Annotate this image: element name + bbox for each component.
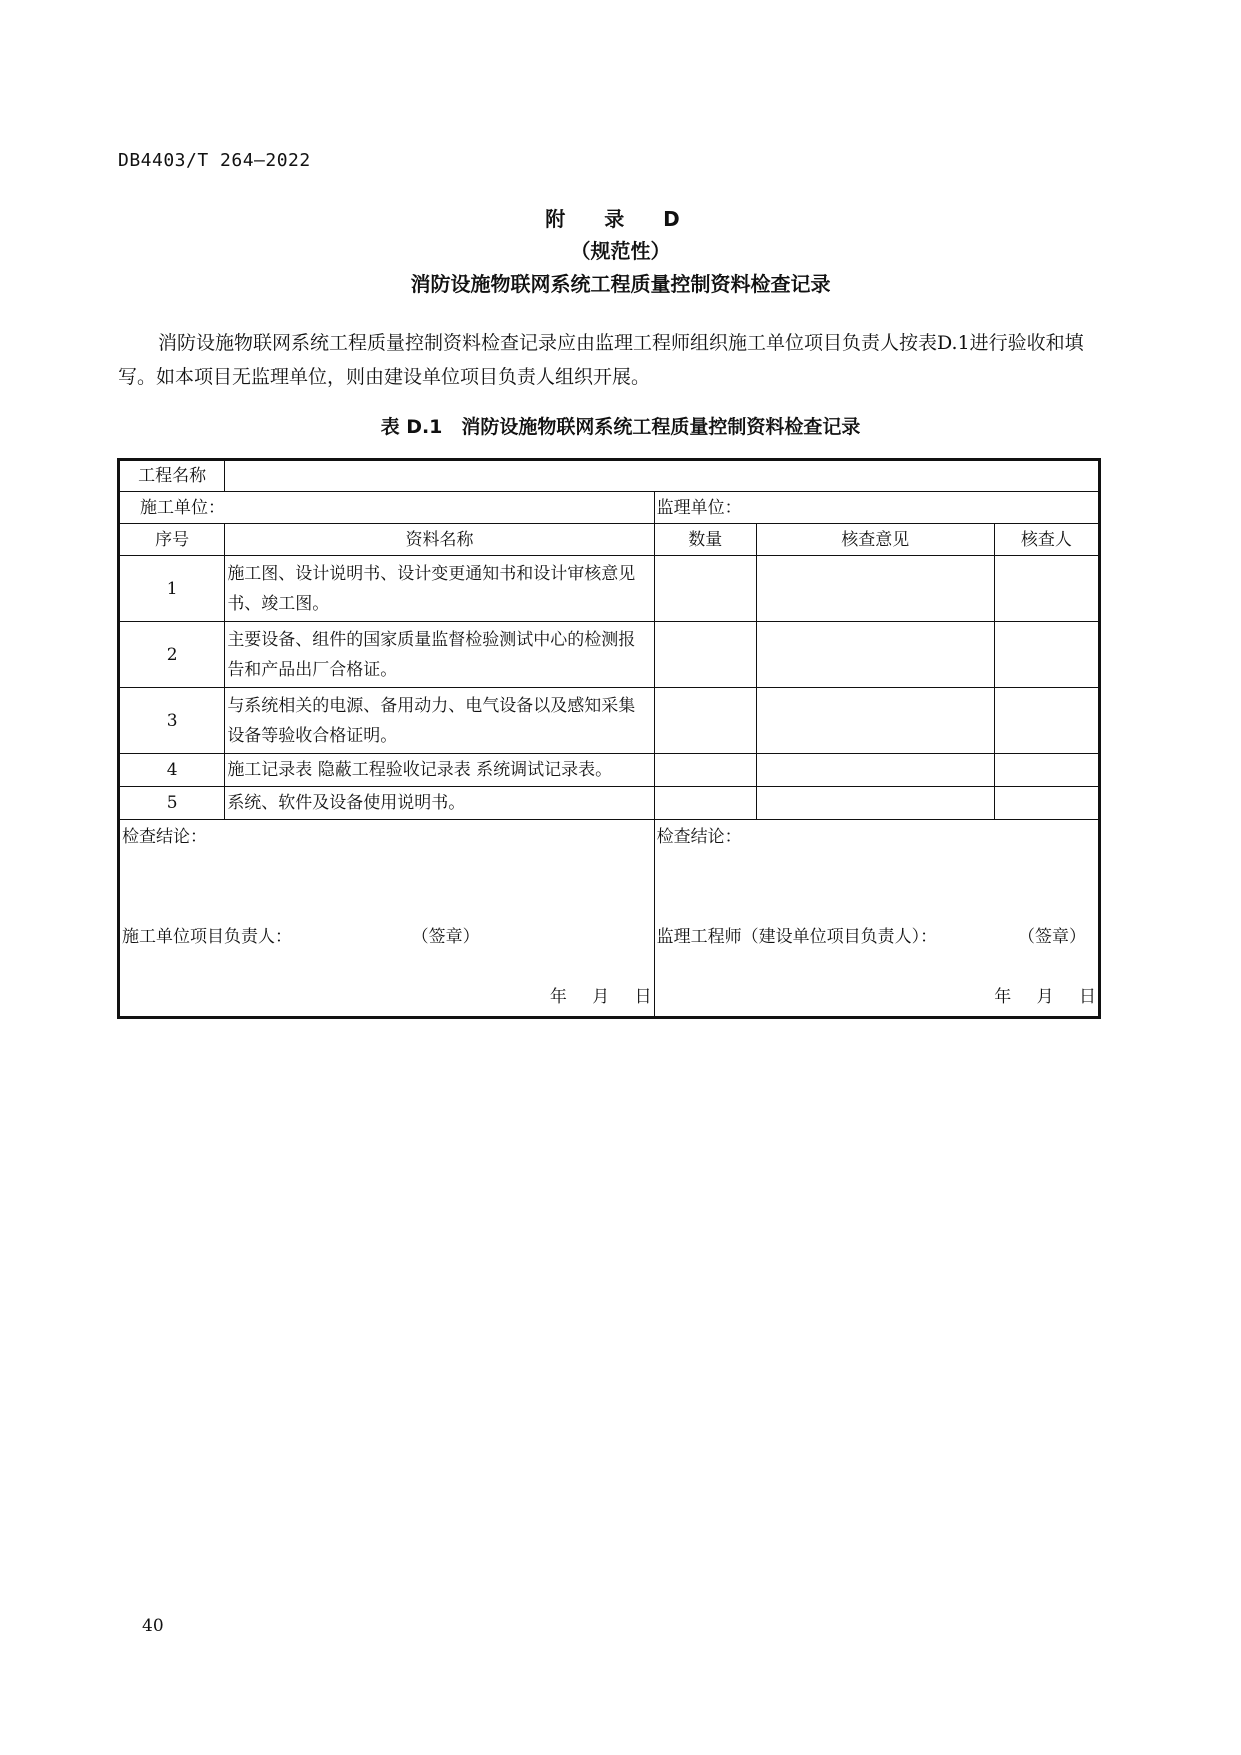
supervisor-signer-label: 监理工程师（建设单位项目负责人）： — [656, 927, 938, 947]
document-code: DB4403/T 264—2022 — [118, 150, 311, 171]
supervisor-seal-label: （签章） — [1018, 927, 1086, 947]
table-row — [119, 556, 1100, 622]
column-header-row — [119, 524, 1100, 556]
date-day: 日 — [634, 987, 652, 1007]
supervisor-date-line — [974, 982, 1096, 1012]
row-no: 1 — [119, 556, 225, 622]
project-name-label: 工程名称 — [119, 460, 225, 492]
supervisor-signer-line — [657, 922, 1094, 952]
column-header-no: 序号 — [119, 524, 225, 556]
construction-signer-line — [122, 922, 650, 952]
column-header-checker: 核查人 — [994, 524, 1099, 556]
row-quantity[interactable] — [654, 787, 756, 820]
project-name-row — [119, 460, 1100, 492]
table-caption: 表 D.1 消防设施物联网系统工程质量控制资料检查记录 — [380, 416, 861, 438]
row-checker[interactable] — [994, 688, 1099, 754]
table-row — [119, 622, 1100, 688]
conclusion-left-cell[interactable] — [119, 820, 655, 1018]
date-year: 年 — [994, 987, 1012, 1007]
construction-signer-label: 施工单位项目负责人： — [122, 927, 292, 947]
row-no: 3 — [119, 688, 225, 754]
row-checker[interactable] — [994, 787, 1099, 820]
intro-paragraph: 消防设施物联网系统工程质量控制资料检查记录应由监理工程师组织施工单位项目负责人按表D.1进行验收和填写。如本项目无监理单位，则由建设单位项目负责人组织开展。 — [118, 332, 1084, 388]
project-name-value[interactable] — [225, 460, 1100, 492]
appendix-type: （规范性） — [570, 239, 671, 263]
row-opinion[interactable] — [756, 787, 994, 820]
row-opinion[interactable] — [756, 556, 994, 622]
column-header-name: 资料名称 — [225, 524, 654, 556]
conclusion-right-label: 检查结论： — [656, 827, 742, 847]
row-quantity[interactable] — [654, 556, 756, 622]
construction-unit-cell[interactable] — [119, 492, 655, 524]
table-row — [119, 754, 1100, 787]
row-no: 4 — [119, 754, 225, 787]
appendix-heading: 消防设施物联网系统工程质量控制资料检查记录 — [410, 272, 831, 296]
column-header-opinion: 核查意见 — [756, 524, 994, 556]
table-row — [119, 688, 1100, 754]
unit-row — [119, 492, 1100, 524]
construction-date-line — [530, 982, 652, 1012]
appendix-title: 附 录 D — [545, 207, 696, 231]
construction-seal-label: （签章） — [411, 927, 480, 947]
conclusion-right-cell[interactable] — [654, 820, 1099, 1018]
row-document-name: 与系统相关的电源、备用动力、电气设备以及感知采集设备等验收合格证明。 — [225, 688, 654, 754]
row-quantity[interactable] — [654, 754, 756, 787]
column-header-quantity: 数量 — [654, 524, 756, 556]
quality-control-record-table — [117, 458, 1101, 1019]
date-year: 年 — [549, 987, 567, 1007]
row-opinion[interactable] — [756, 754, 994, 787]
supervision-unit-cell[interactable] — [654, 492, 1099, 524]
conclusion-left-label: 检查结论： — [122, 827, 207, 847]
row-no: 2 — [119, 622, 225, 688]
row-quantity[interactable] — [654, 622, 756, 688]
date-month: 月 — [592, 987, 610, 1007]
row-document-name: 施工记录表 隐蔽工程验收记录表 系统调试记录表。 — [225, 754, 654, 787]
conclusion-row — [119, 820, 1100, 1018]
table-row — [119, 787, 1100, 820]
row-document-name: 系统、软件及设备使用说明书。 — [225, 787, 654, 820]
row-no: 5 — [119, 787, 225, 820]
row-document-name: 施工图、设计说明书、设计变更通知书和设计审核意见书、竣工图。 — [225, 556, 654, 622]
row-checker[interactable] — [994, 754, 1099, 787]
date-month: 月 — [1036, 987, 1054, 1007]
row-opinion[interactable] — [756, 622, 994, 688]
row-opinion[interactable] — [756, 688, 994, 754]
supervision-unit-label: 监理单位： — [656, 497, 742, 518]
date-day: 日 — [1079, 987, 1096, 1007]
row-document-name: 主要设备、组件的国家质量监督检验测试中心的检测报告和产品出厂合格证。 — [225, 622, 654, 688]
construction-unit-label: 施工单位： — [140, 497, 225, 518]
page-number: 40 — [142, 1616, 164, 1636]
row-quantity[interactable] — [654, 688, 756, 754]
row-checker[interactable] — [994, 622, 1099, 688]
row-checker[interactable] — [994, 556, 1099, 622]
